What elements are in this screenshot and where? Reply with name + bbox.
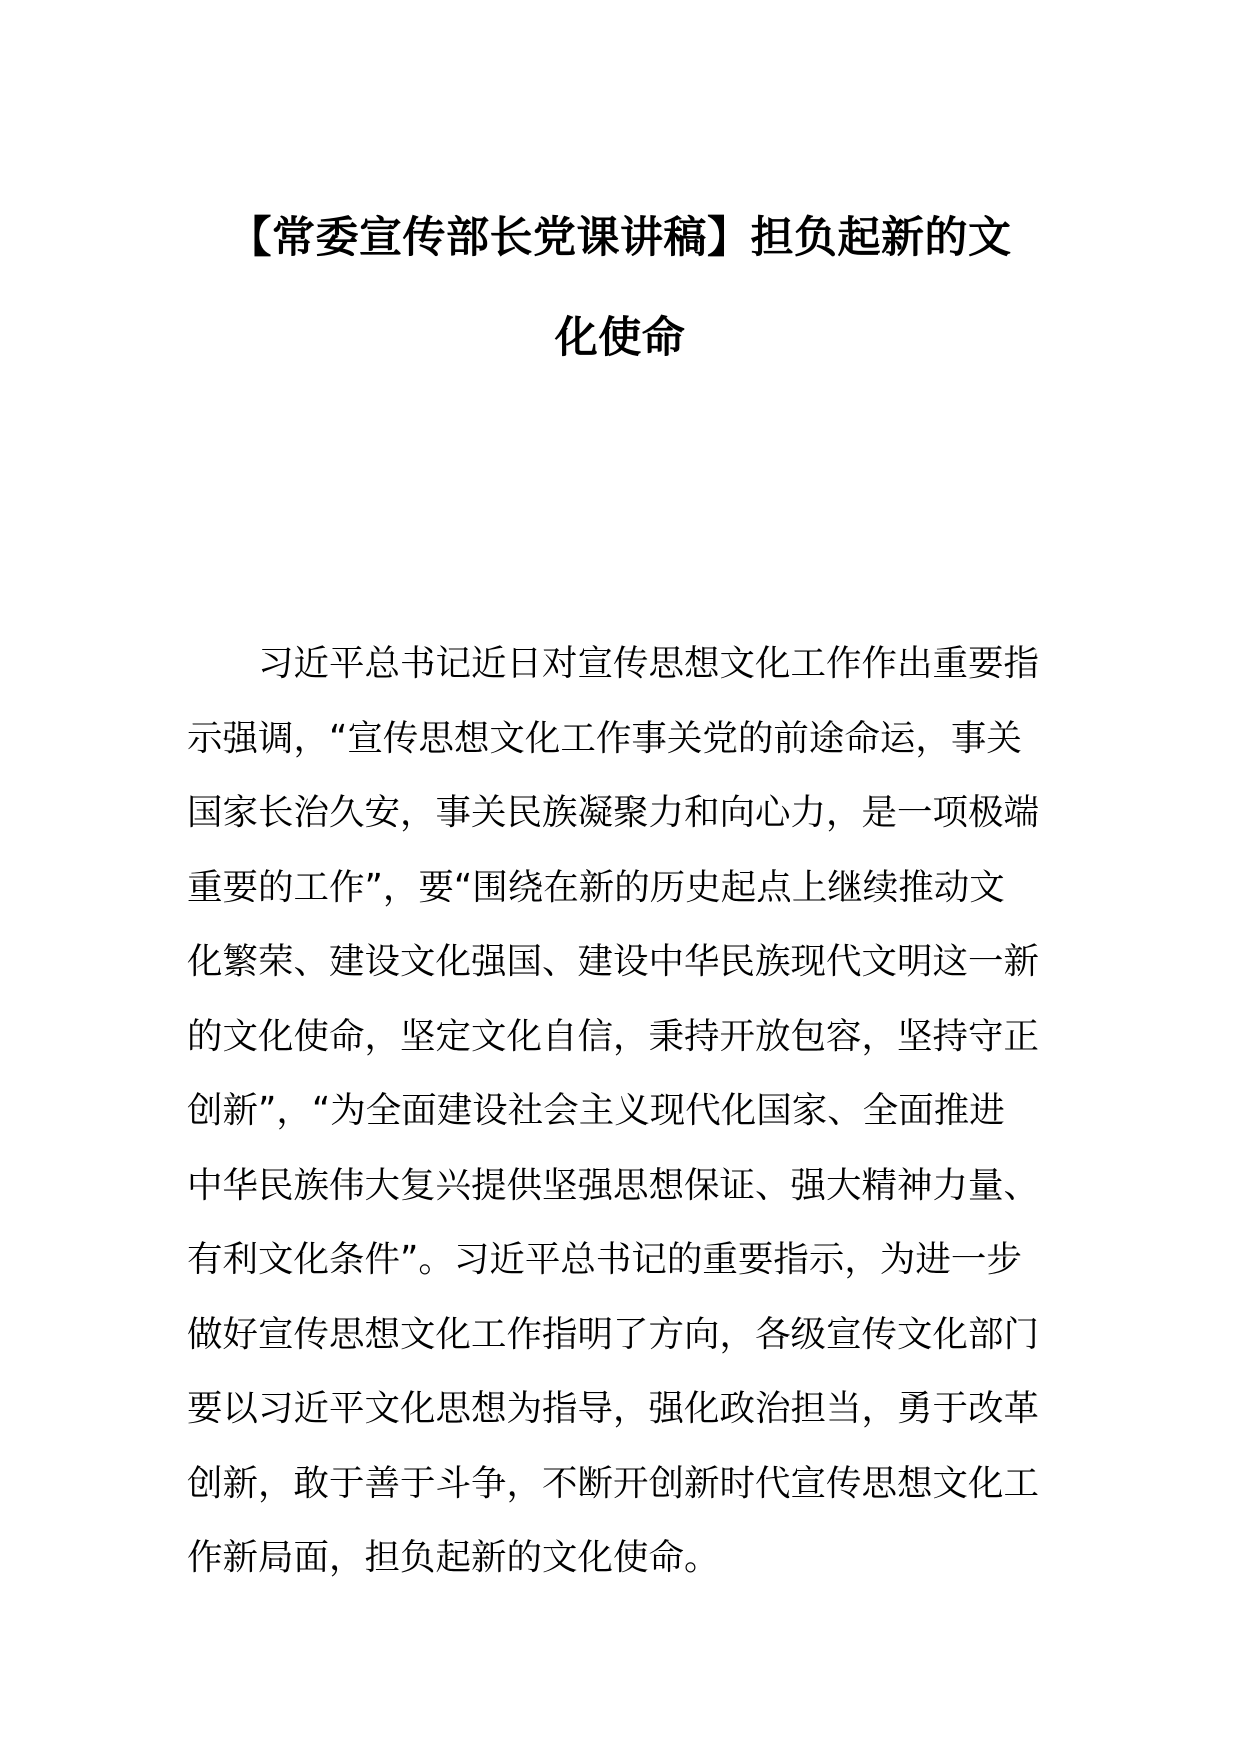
body-line-1: 习近平总书记近日对宣传思想文化工作作出重要指 bbox=[187, 643, 1040, 684]
body-line-12: 创新，敢于善于斗争，不断开创新时代宣传思想文化工 bbox=[187, 1462, 1040, 1504]
document-title bbox=[187, 188, 1053, 388]
body-line-11: 要以习近平文化思想为指导，强化政治担当，勇于改革 bbox=[187, 1388, 1040, 1429]
document-title-line-1: 【常委宣传部长党课讲稿】担负起新的文 bbox=[228, 213, 1012, 263]
body-line-9: 有利文化条件”。习近平总书记的重要指示，为进一步 bbox=[187, 1239, 1022, 1280]
body-line-6: 的文化使命，坚定文化自信，秉持开放包容，坚持守正 bbox=[187, 1015, 1040, 1057]
body-line-2: 示强调，“宣传思想文化工作事关党的前途命运，事关 bbox=[187, 717, 1022, 759]
body-line-4: 重要的工作”，要“围绕在新的历史起点上继续推动文 bbox=[187, 866, 1005, 908]
document-body bbox=[187, 627, 1053, 1596]
body-line-5: 化繁荣、建设文化强国、建设中华民族现代文明这一新 bbox=[187, 941, 1040, 982]
body-line-13: 作新局面，担负起新的文化使命。 bbox=[187, 1537, 720, 1578]
document-title-line-2: 化使命 bbox=[554, 313, 686, 363]
body-line-8: 中华民族伟大复兴提供坚强思想保证、强大精神力量、 bbox=[187, 1164, 1040, 1206]
body-line-3: 国家长治久安，事关民族凝聚力和向心力，是一项极端 bbox=[187, 792, 1040, 833]
body-line-7: 创新”，“为全面建设社会主义现代化国家、全面推进 bbox=[187, 1090, 1005, 1131]
body-line-10: 做好宣传思想文化工作指明了方向，各级宣传文化部门 bbox=[187, 1313, 1040, 1355]
